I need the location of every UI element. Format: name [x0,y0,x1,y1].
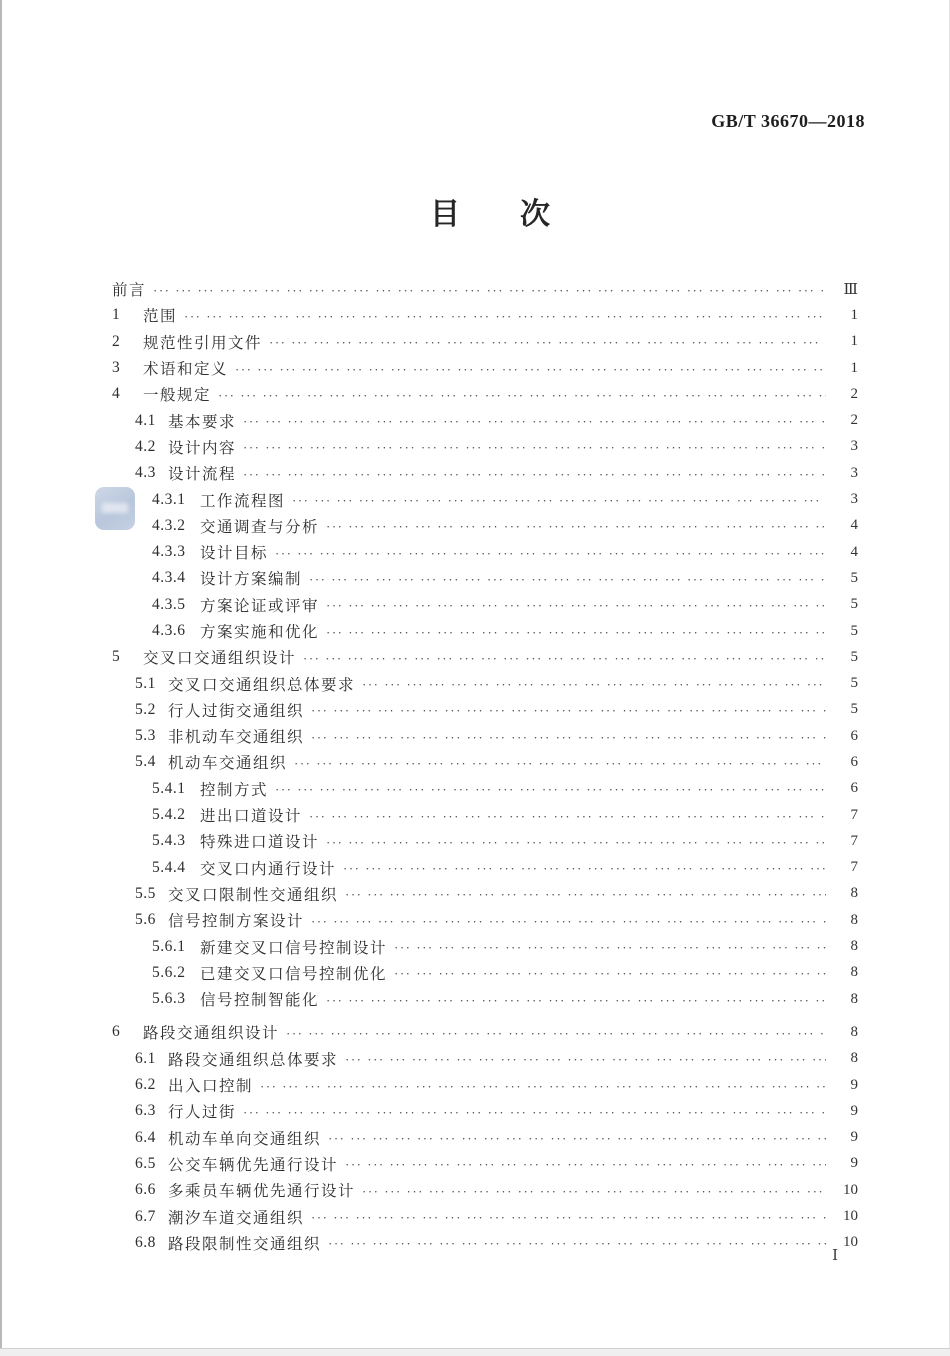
toc-entry-number: 4.3.3 [152,543,186,561]
toc-entry-page: 5 [850,675,858,692]
toc-entry-page: 5 [850,569,858,586]
toc-entry [112,776,858,802]
toc-entry-label: 机动车交通组织 [168,755,288,773]
toc-entry [112,749,858,775]
toc-entry [112,802,858,828]
toc-entry [112,986,858,1012]
toc-entry [112,565,858,591]
toc-entry [112,1203,858,1229]
toc-entry-page: 7 [850,832,858,849]
toc-entry-number: 5.6 [135,911,156,929]
toc-entry-page: 5 [850,622,858,639]
toc-entry [112,1072,858,1098]
toc-entry [112,1125,858,1151]
toc-entry-label: 行人过街交通组织 [168,702,305,720]
toc-entry-page: 6 [850,727,858,744]
toc-entry-label: 方案论证或评审 [200,597,320,615]
dot-leader [362,1185,826,1198]
toc-entry-page: 9 [850,1155,858,1172]
toc-entry [112,855,858,881]
dot-leader [260,1080,826,1093]
toc-entry-page: 3 [850,438,858,455]
toc-entry-label: 已建交叉口信号控制优化 [200,965,388,983]
toc-entry-number: 6.6 [135,1181,156,1199]
toc-entry-label: 信号控制方案设计 [168,913,305,931]
toc-entry [112,407,858,433]
toc-entry-number: 4.3 [135,464,156,482]
toc-entry-label: 机动车单向交通组织 [168,1130,322,1148]
toc-entry-page: 8 [850,1023,858,1040]
toc-entry-page: Ⅲ [843,281,858,298]
toc-entry [112,1046,858,1072]
toc-entry-label: 方案实施和优化 [200,624,320,641]
toc-entry-page: 5 [850,701,858,718]
toc-entry-label: 公交车辆优先通行设计 [168,1156,339,1174]
dot-leader [326,994,826,1007]
dot-leader [326,520,826,533]
dot-leader [294,757,826,770]
toc-entry-label: 交通调查与分析 [200,518,320,536]
toc-entry [112,302,858,328]
dot-leader [345,1053,826,1066]
dot-leader [394,941,826,954]
toc-entry-page: 9 [850,1102,858,1119]
toc-entry-page: 8 [850,964,858,981]
toc-entry-page: 6 [850,780,858,797]
toc-entry [112,933,858,959]
toc-entry [112,592,858,618]
dot-leader [326,836,826,849]
toc-entry-page: 8 [850,938,858,955]
page-number: Ⅰ [832,1248,838,1264]
toc-entry [112,828,858,854]
page-title: 目 次 [430,198,550,231]
toc-entry [112,697,858,723]
toc-entry-number: 5.6.1 [152,937,186,955]
toc-entry-label: 新建交叉口信号控制设计 [200,939,388,957]
toc-entry [112,355,858,381]
toc-entry-number: 3 [112,359,121,377]
dot-leader [275,783,826,796]
scan-edge-left [0,0,2,1356]
toc-entry-number: 4 [112,385,121,403]
dot-leader [309,810,826,823]
toc-entry [112,670,858,696]
dot-leader [303,652,826,665]
toc-entry-label: 路段交通组织设计 [143,1025,280,1043]
dot-leader [326,626,826,639]
toc-entry-page: 6 [850,753,858,770]
toc-entry [112,539,858,565]
toc-entry-label: 行人过街 [168,1104,237,1122]
toc-entry-number: 5.4.4 [152,858,186,876]
toc-entry-label: 多乘员车辆优先通行设计 [168,1183,356,1201]
dot-leader [326,599,826,612]
toc-entry-number: 1 [112,306,121,324]
toc-entry-page: 9 [850,1129,858,1146]
standard-code: GB/T 36670—2018 [711,111,865,131]
toc-entry [112,1098,858,1124]
dot-leader [311,731,826,744]
toc-entry [112,1019,858,1045]
toc-entry-number: 6.8 [135,1233,156,1251]
table-of-contents [112,276,858,1256]
toc-entry-label: 范围 [143,308,178,326]
toc-entry-label: 信号控制智能化 [200,992,320,1010]
toc-entry-label: 设计内容 [168,439,237,457]
toc-entry [112,1177,858,1203]
toc-entry-label: 控制方式 [200,781,269,799]
toc-entry-label: 特殊进口道设计 [200,834,320,852]
dot-leader [243,1106,826,1119]
dot-leader [394,967,826,980]
toc-entry-label: 设计流程 [168,466,237,484]
dot-leader [235,363,826,376]
toc-entry-label: 规范性引用文件 [143,334,263,352]
toc-entry-number: 4.3.4 [152,569,186,587]
toc-entry-number: 4.2 [135,437,156,455]
toc-entry-number: 5.3 [135,727,156,745]
dot-leader [275,547,826,560]
toc-entry-label: 设计方案编制 [200,571,303,589]
toc-entry [112,881,858,907]
toc-entry-number: 6.4 [135,1128,156,1146]
toc-entry-page: 4 [850,517,858,534]
dot-leader [153,284,826,297]
toc-entry-number: 5.6.2 [152,963,186,981]
toc-entry-label: 路段交通组织总体要求 [168,1051,339,1069]
dot-leader [311,915,826,928]
toc-entry-number: 6.7 [135,1207,156,1225]
toc-entry-label: 出入口控制 [168,1078,254,1096]
toc-entry [112,907,858,933]
toc-entry-label: 非机动车交通组织 [168,729,305,747]
toc-entry-number: 4.3.1 [152,490,186,508]
toc-entry-label: 路段限制性交通组织 [168,1235,322,1253]
toc-entry-page: 7 [850,806,858,823]
toc-entry-page: 7 [850,859,858,876]
toc-entry-number: 5.4.3 [152,832,186,850]
toc-entry-label: 交叉口限制性交通组织 [168,886,339,904]
toc-entry [112,513,858,539]
dot-leader [269,336,826,349]
toc-entry-page: 5 [850,648,858,665]
toc-entry-page: 1 [850,306,858,323]
toc-entry-label: 一般规定 [143,387,212,405]
toc-entry [112,329,858,355]
scan-edge-bottom [0,1348,950,1356]
toc-entry-label: 术语和定义 [143,361,229,379]
toc-entry [112,486,858,512]
toc-entry-page: 10 [843,1234,858,1251]
toc-entry-number: 4.3.6 [152,622,186,639]
toc-entry [112,1151,858,1177]
toc-entry-page: 3 [850,464,858,481]
toc-entry-label: 交叉口交通组织设计 [143,650,297,668]
toc-entry-page: 8 [850,990,858,1007]
dot-leader [345,1158,826,1171]
toc-entry [112,618,858,644]
toc-entry [112,960,858,986]
toc-entry-label: 工作流程图 [200,492,286,510]
toc-entry-number: 6.3 [135,1102,156,1120]
toc-entry-number: 4.3.5 [152,595,186,613]
toc-entry-page: 1 [850,333,858,350]
toc-entry-label: 潮汐车道交通组织 [168,1209,305,1227]
toc-entry-number: 5.4.2 [152,806,186,824]
dot-leader [328,1132,826,1145]
toc-entry-number: 6 [112,1023,121,1041]
toc-entry-number: 5.4.1 [152,779,186,797]
toc-entry-label: 进出口道设计 [200,808,303,826]
toc-entry-page: 8 [850,1050,858,1067]
toc-entry-number: 5 [112,648,121,666]
dot-leader [345,888,826,901]
toc-entry-page: 10 [843,1181,858,1198]
toc-entry-number: 5.2 [135,700,156,718]
toc-entry-number: 6.1 [135,1049,156,1067]
dot-leader [218,389,826,402]
toc-entry-number: 5.6.3 [152,990,186,1008]
dot-leader [309,573,826,586]
toc-entry-page: 2 [850,412,858,429]
toc-entry-page: 3 [850,491,858,508]
dot-leader [286,1027,826,1040]
toc-entry-number: 6.5 [135,1154,156,1172]
dot-leader [243,415,826,428]
toc-entry-page: 4 [850,543,858,560]
toc-entry [112,276,858,302]
dot-leader [292,494,826,507]
dot-leader [362,678,826,691]
dot-leader [243,468,826,481]
toc-entry [112,644,858,670]
toc-entry-label: 基本要求 [168,413,237,431]
toc-entry-page: 5 [850,596,858,613]
dot-leader [311,704,826,717]
toc-entry-page: 8 [850,911,858,928]
toc-entry-page: 2 [850,385,858,402]
toc-entry [112,434,858,460]
toc-entry-label: 交叉口交通组织总体要求 [168,676,356,694]
toc-entry [112,381,858,407]
toc-entry [112,723,858,749]
toc-entry-number: 5.5 [135,884,156,902]
toc-entry-label: 交叉口内通行设计 [200,860,337,878]
toc-entry-number: 4.1 [135,411,156,429]
toc-entry-page: 10 [843,1208,858,1225]
toc-entry-label: 设计目标 [200,545,269,563]
dot-leader [343,862,826,875]
toc-entry-number: 4.3.2 [152,516,186,534]
toc-entry-page: 8 [850,885,858,902]
toc-entry-page: 9 [850,1076,858,1093]
toc-entry-page: 1 [850,359,858,376]
toc-entry-label: 前言 [112,282,147,300]
toc-entry-number: 5.1 [135,674,156,692]
dot-leader [184,310,826,323]
toc-entry-number: 2 [112,332,121,350]
dot-leader [311,1211,826,1224]
dot-leader [243,441,826,454]
toc-entry-number: 5.4 [135,753,156,771]
toc-entry-number: 6.2 [135,1076,156,1094]
toc-entry [112,460,858,486]
